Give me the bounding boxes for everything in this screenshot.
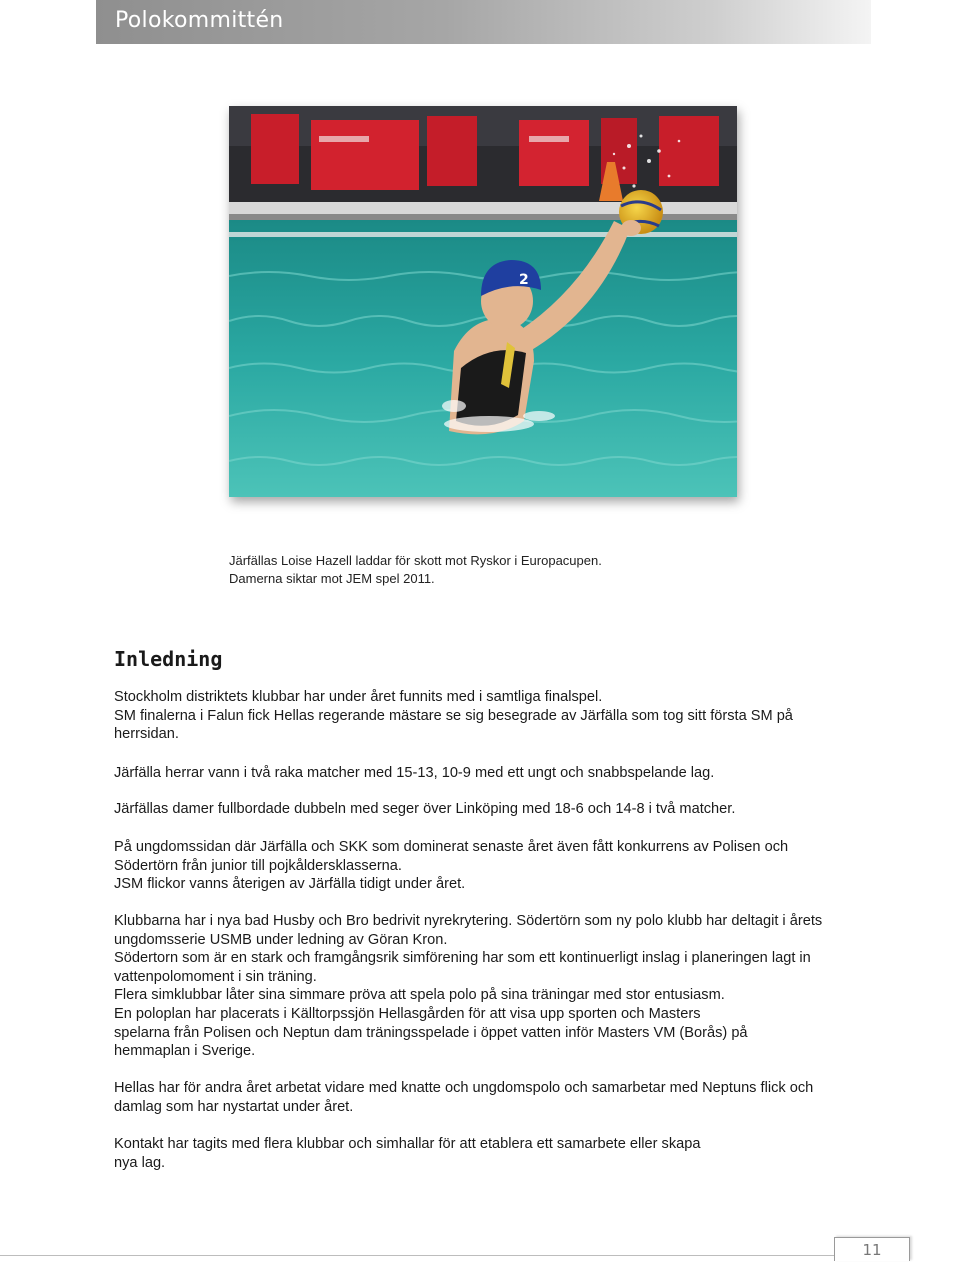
paragraph-men: [114, 764, 894, 783]
caption-line: Järfällas Loise Hazell laddar för skott mot Ryskor i Europacupen.: [229, 553, 602, 568]
paragraph-women: [114, 800, 894, 819]
paragraph-youth: [114, 838, 894, 894]
page-number: 11: [834, 1237, 910, 1261]
water-polo-photo: [229, 106, 737, 497]
text-line: På ungdomssidan där Järfälla och SKK som dominerat senaste året även fått konkurrens av Polisen och: [114, 839, 789, 855]
paragraph-contact: [114, 1135, 894, 1172]
page-title: Polokommittén: [115, 8, 284, 33]
text-line: Klubbarna har i nya bad Husby och Bro bedrivit nyrekrytering. Södertörn som ny polo klubb har deltagit i årets: [114, 913, 823, 929]
text-line: nya lag.: [114, 1154, 166, 1171]
text-line: Järfälla herrar vann i två raka matcher med 15-13, 10-9 med ett ungt och snabbspelande lag.: [114, 765, 715, 781]
section-heading: Inledning: [114, 647, 223, 671]
text-line: damlag som har nystartat under året.: [114, 1098, 354, 1115]
text-line: JSM flickor vanns återigen av Järfälla tidigt under året.: [114, 876, 466, 893]
text-line: vattenpolomoment i sin träning.: [114, 968, 317, 985]
text-line: herrsidan.: [114, 726, 179, 743]
cap-number: 2: [519, 272, 529, 288]
text-line: Kontakt har tagits med flera klubbar och simhallar för att etablera ett samarbete eller skapa: [114, 1136, 701, 1152]
text-line: hemmaplan i Sverige.: [114, 1043, 256, 1060]
text-line: Södertörn från junior till pojkåldersklasserna.: [114, 857, 402, 874]
text-line: Södertorn som är en stark och framgångsrik simförening har som ett kontinuerligt inslag i planeringen lagt in: [114, 950, 811, 967]
paragraph-clubs: [114, 912, 894, 1061]
text-line: ungdomsserie USMB under ledning av Göran Kron.: [114, 931, 448, 948]
caption-line: Damerna siktar mot JEM spel 2011.: [229, 571, 435, 586]
text-line: En poloplan har placerats i Källtorpssjön Hellasgården för att visa upp sporten och Masters: [114, 1005, 701, 1022]
text-line: SM finalerna i Falun fick Hellas regerande mästare se sig besegrade av Järfälla som tog sitt första SM på: [114, 707, 793, 724]
header-bar: [96, 0, 871, 44]
footer-divider: [0, 1255, 835, 1256]
photo-caption: [229, 552, 602, 588]
paragraph-intro: [114, 688, 894, 744]
paragraph-hellas: [114, 1079, 894, 1116]
text-line: Stockholm distriktets klubbar har under året funnits med i samtliga finalspel.: [114, 689, 603, 705]
text-line: Järfällas damer fullbordade dubbeln med seger över Linköping med 18-6 och 14-8 i två matcher.: [114, 801, 736, 817]
text-line: Flera simklubbar låter sina simmare pröva att spela polo på sina träningar med stor entusiasm.: [114, 987, 725, 1004]
text-line: Hellas har för andra året arbetat vidare med knatte och ungdomspolo och samarbetar med Neptuns flick och: [114, 1080, 814, 1096]
text-line: spelarna från Polisen och Neptun dam träningsspelade i öppet vatten inför Masters VM (Borås) på: [114, 1024, 748, 1041]
